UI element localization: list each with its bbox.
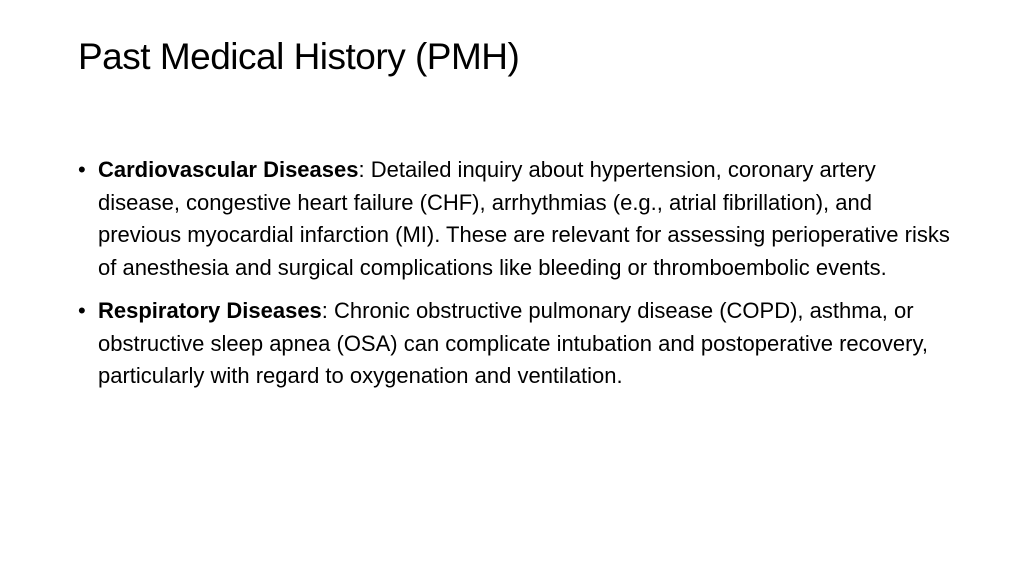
bullet-term: Cardiovascular Diseases [98, 157, 359, 182]
bullet-text: : Detailed inquiry about hypertension, coronary artery disease, congestive heart failure (CHF), arrhythmias (e.g., atrial fibrillation), and previous myocardial infarction (MI). These are relevant for assessing perioperative risks of anesthesia and surgical complications like bleeding or thromboembolic events. [98, 157, 950, 280]
bullet-list [78, 154, 958, 404]
bullet-text: : Chronic obstructive pulmonary disease (COPD), asthma, or obstructive sleep apnea (OSA) can complicate intubation and postoperative recovery, particularly with regard to oxygenation and ventilation. [98, 298, 928, 388]
bullet-item-cardiovascular [78, 154, 958, 284]
bullet-icon: • [78, 298, 86, 323]
bullet-term: Respiratory Diseases [98, 298, 322, 323]
slide-title: Past Medical History (PMH) [78, 36, 520, 77]
bullet-item-respiratory [78, 295, 958, 393]
bullet-icon: • [78, 157, 86, 182]
